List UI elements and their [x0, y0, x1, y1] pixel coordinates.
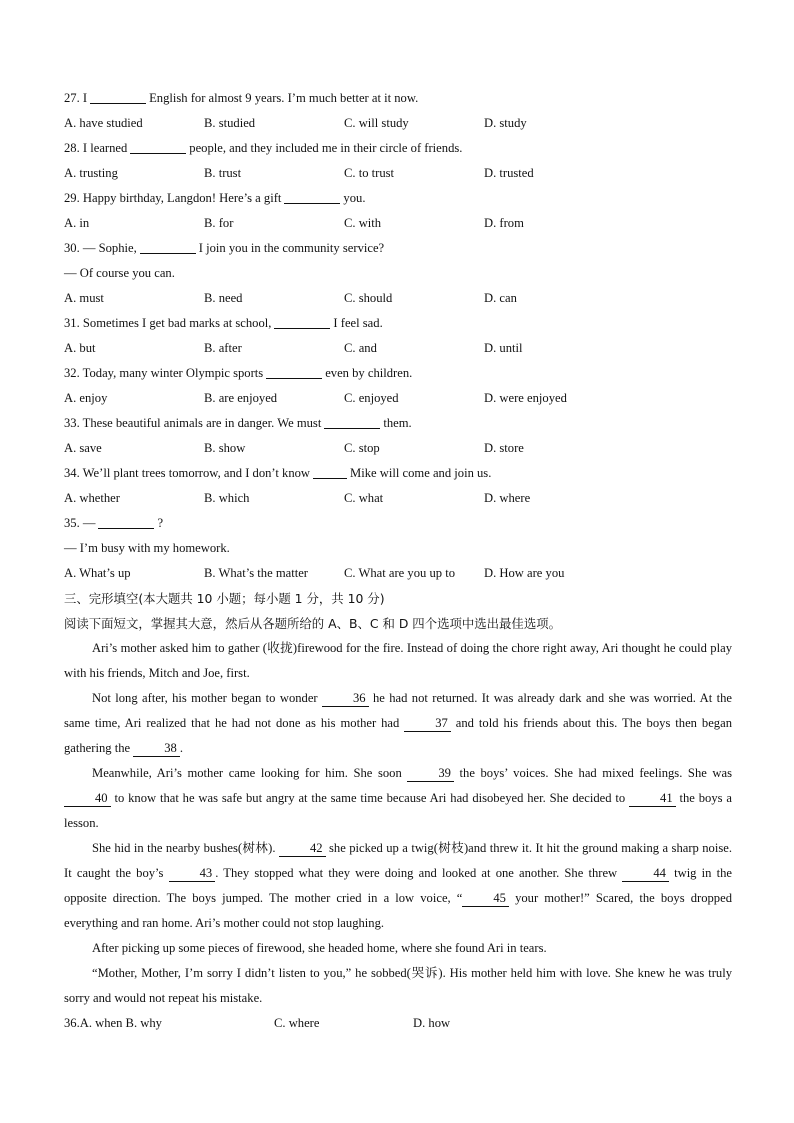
option-d: D. from — [484, 216, 524, 230]
answer-blank — [266, 364, 322, 379]
q36-option-c: C. where — [274, 1016, 320, 1030]
option-b: B. are enjoyed — [204, 391, 278, 405]
answer-blank — [324, 414, 380, 429]
option-a: A. must — [64, 291, 104, 305]
question-stem: 28. I learned people, and they included me in their circle of friends. — [64, 141, 463, 155]
answer-blank — [90, 89, 146, 104]
question-stem: 27. I English for almost 9 years. I’m much better at it now. — [64, 91, 419, 105]
option-b: B. after — [204, 341, 242, 355]
option-b: B. for — [204, 216, 234, 230]
option-c: C. What are you up to — [344, 566, 455, 580]
option-d: D. trusted — [484, 166, 534, 180]
answer-blank — [284, 189, 340, 204]
option-b: B. studied — [204, 116, 256, 130]
option-a: A. What’s up — [64, 566, 131, 580]
section-instruction: 阅读下面短文，掌握其大意，然后从各题所给的 A、B、C 和 D 四个选项中选出最佳选项。 — [64, 616, 561, 631]
question-36-options — [64, 1011, 732, 1036]
option-d: D. study — [484, 116, 527, 130]
option-d: D. until — [484, 341, 523, 355]
option-b: B. What’s the matter — [204, 566, 308, 580]
option-c: C. and — [344, 341, 377, 355]
answer-blank — [98, 514, 154, 529]
option-d: D. were enjoyed — [484, 391, 567, 405]
question-stem: 34. We’ll plant trees tomorrow, and I don’t know Mike will come and join us. — [64, 466, 492, 480]
option-a: A. trusting — [64, 166, 118, 180]
q36-options-ab: 36.A. when B. why — [64, 1016, 162, 1030]
option-a: A. save — [64, 441, 102, 455]
option-a: A. but — [64, 341, 96, 355]
blank-36: 36 — [322, 691, 369, 707]
blank-37: 37 — [404, 716, 451, 732]
blank-41: 41 — [629, 791, 676, 807]
blank-43: 43 — [169, 866, 216, 882]
answer-blank — [313, 464, 347, 479]
question-stem: 32. Today, many winter Olympic sports even by children. — [64, 366, 413, 380]
blank-42: 42 — [279, 841, 326, 857]
blank-40: 40 — [64, 791, 111, 807]
option-d: D. How are you — [484, 566, 565, 580]
section-title: 三、完形填空(本大题共 10 小题；每小题 1 分，共 10 分) — [64, 591, 385, 606]
blank-38: 38 — [133, 741, 180, 757]
option-b: B. need — [204, 291, 243, 305]
option-c: C. enjoyed — [344, 391, 399, 405]
blank-39: 39 — [407, 766, 454, 782]
passage-paragraph-4: She hid in the nearby bushes(树林). 42 she picked up a twig(树枝)and threw it. It hit the ground making a sharp noise. It caught the boy’s 43 . They stopped what they were doing and looked at one another. She threw 44 twig in the opposite direction. The boys jumped. The mother cried in a low voice, “ 45 your mother!” Scared, the boys dropped everything and ran home. Ari’s mother could not stop laughing. — [64, 841, 732, 930]
passage-paragraph-6: “Mother, Mother, I’m sorry I didn’t listen to you,” he sobbed(哭诉). His mother held him with love. She knew he was truly sorry and would not repeat his mistake. — [64, 966, 732, 1005]
passage-paragraph-1: Ari’s mother asked him to gather (收拢)firewood for the fire. Instead of doing the chore right away, Ari thought he could play with his friends, Mitch and Joe, first. — [64, 641, 732, 680]
option-c: C. stop — [344, 441, 380, 455]
q36-option-d: D. how — [413, 1016, 451, 1030]
question-options — [64, 486, 732, 511]
question-options — [64, 211, 732, 236]
option-b: B. show — [204, 441, 246, 455]
option-a: A. enjoy — [64, 391, 108, 405]
question-reply: — I’m busy with my homework. — [64, 541, 230, 555]
answer-blank — [130, 139, 186, 154]
multiple-choice-questions — [64, 86, 732, 586]
question-options — [64, 111, 732, 136]
answer-blank — [140, 239, 196, 254]
blank-44: 44 — [622, 866, 669, 882]
question-options — [64, 161, 732, 186]
question-stem: 31. Sometimes I get bad marks at school, I feel sad. — [64, 316, 383, 330]
passage-paragraph-3: Meanwhile, Ari’s mother came looking for him. She soon 39 the boys’ voices. She had mixed feelings. She was 40 to know that he was safe but angry at the same time because Ari had disobeyed her. She decided to 41 the boys a lesson. — [64, 766, 732, 830]
option-d: D. where — [484, 491, 531, 505]
option-c: C. will study — [344, 116, 409, 130]
passage-paragraph-2: Not long after, his mother began to wonder 36 he had not returned. It was already dark and she was worried. At the same time, Ari realized that he had not done as his mother had 37 and told his friends about this. The boys then began gathering the 38 . — [64, 691, 732, 755]
question-stem: 35. — ? — [64, 516, 164, 530]
exam-page — [64, 86, 732, 1036]
option-a: A. have studied — [64, 116, 143, 130]
question-stem: 29. Happy birthday, Langdon! Here’s a gift you. — [64, 191, 366, 205]
question-reply: — Of course you can. — [64, 266, 175, 280]
question-options — [64, 386, 732, 411]
option-d: D. can — [484, 291, 517, 305]
question-options — [64, 336, 732, 361]
option-c: C. what — [344, 491, 384, 505]
question-options — [64, 561, 732, 586]
question-options — [64, 436, 732, 461]
option-c: C. to trust — [344, 166, 395, 180]
answer-blank — [274, 314, 330, 329]
option-b: B. trust — [204, 166, 242, 180]
question-options — [64, 286, 732, 311]
option-a: A. whether — [64, 491, 120, 505]
option-d: D. store — [484, 441, 524, 455]
option-c: C. should — [344, 291, 393, 305]
question-stem: 33. These beautiful animals are in danger. We must them. — [64, 416, 412, 430]
option-c: C. with — [344, 216, 382, 230]
option-a: A. in — [64, 216, 90, 230]
passage-paragraph-5: After picking up some pieces of firewood, she headed home, where she found Ari in tears. — [92, 941, 547, 955]
cloze-passage — [64, 636, 732, 1011]
blank-45: 45 — [462, 891, 509, 907]
question-stem: 30. — Sophie, I join you in the community service? — [64, 241, 385, 255]
option-b: B. which — [204, 491, 250, 505]
